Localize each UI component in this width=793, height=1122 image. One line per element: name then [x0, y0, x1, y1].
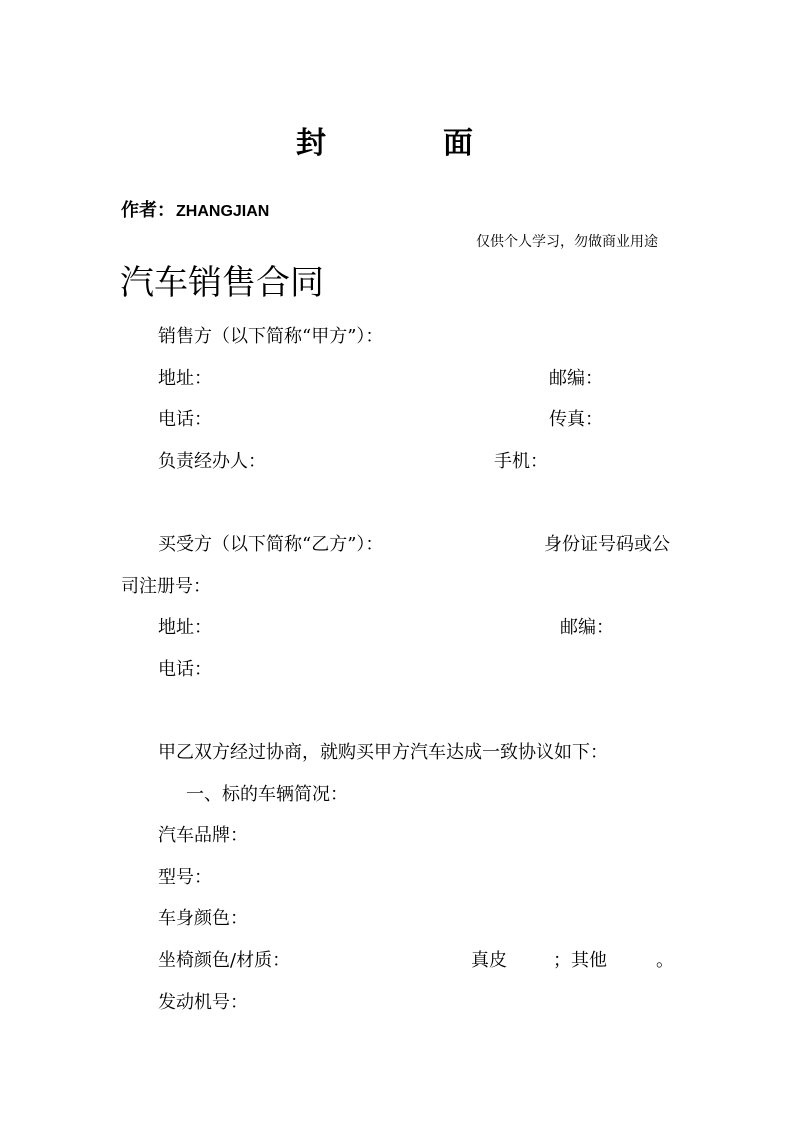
seat-line-end: 。: [656, 950, 674, 971]
contract-title: 汽车销售合同: [120, 263, 324, 303]
vehicle-model-label: 型号：: [158, 867, 212, 888]
seller-phone-label: 电话：: [158, 409, 212, 430]
seller-heading: 销售方（以下简称“甲方”）：: [158, 326, 384, 347]
cover-title-char-1: 封: [296, 126, 326, 161]
buyer-id-label-part2: 司注册号：: [121, 576, 211, 597]
seller-agent-label: 负责经办人：: [158, 451, 266, 472]
engine-number-label: 发动机号：: [158, 992, 248, 1013]
seat-color-material-label: 坐椅颜色/材质：: [158, 950, 291, 971]
agreement-intro: 甲乙双方经过协商，就购买甲方汽车达成一致协议如下：: [158, 742, 608, 763]
buyer-postcode-label: 邮编：: [560, 617, 614, 638]
buyer-address-label: 地址：: [158, 617, 212, 638]
seat-option-leather: 真皮: [471, 950, 507, 971]
seller-fax-label: 传真：: [549, 409, 603, 430]
buyer-id-label-part1: 身份证号码或公: [544, 534, 670, 555]
seller-address-label: 地址：: [158, 368, 212, 389]
seller-postcode-label: 邮编：: [549, 368, 603, 389]
vehicle-body-color-label: 车身颜色：: [158, 908, 248, 929]
author-label: 作者：: [121, 200, 175, 221]
buyer-phone-label: 电话：: [158, 659, 212, 680]
vehicle-brand-label: 汽车品牌：: [158, 825, 248, 846]
buyer-heading: 买受方（以下简称“乙方”）：: [158, 534, 384, 555]
cover-title-char-2: 面: [443, 126, 473, 161]
section-1-heading: 一、标的车辆简况：: [186, 784, 348, 805]
author-name: ZHANGJIAN: [176, 203, 270, 220]
seat-option-other: ；其他: [553, 950, 607, 971]
seller-mobile-label: 手机：: [494, 451, 548, 472]
usage-note: 仅供个人学习，勿做商业用途: [476, 234, 658, 250]
